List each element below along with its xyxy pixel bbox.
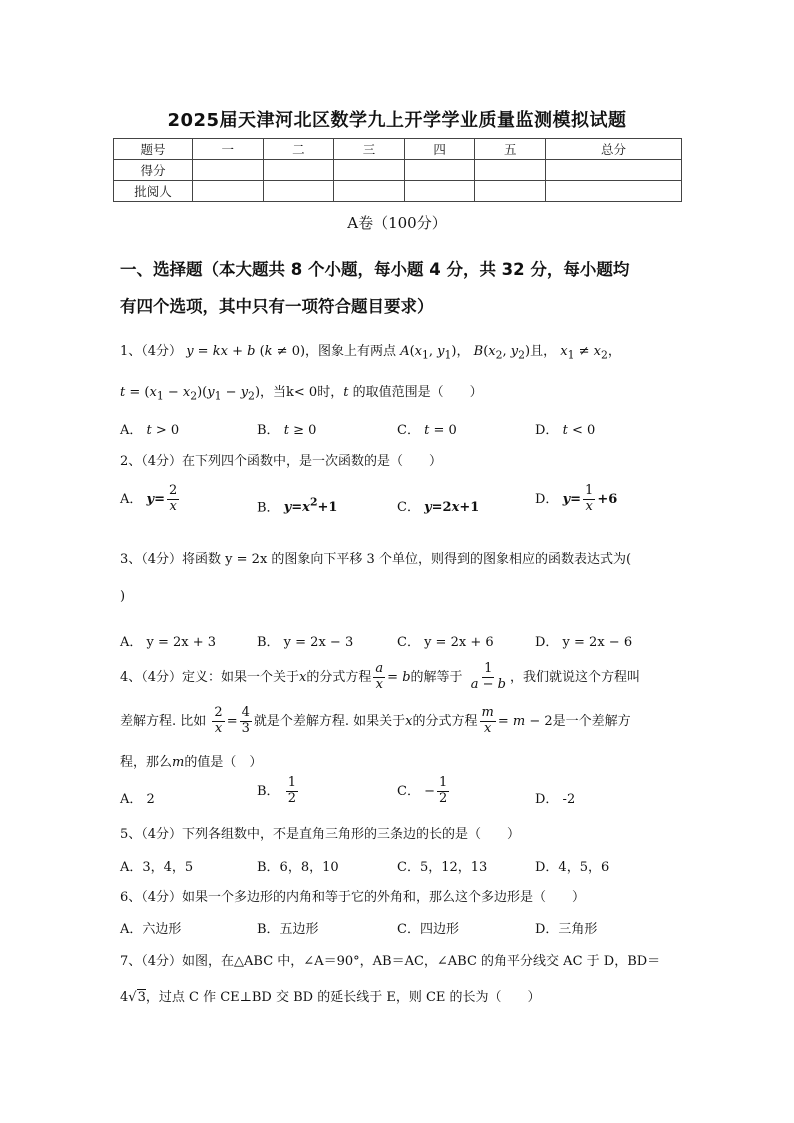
q5-option-c[interactable]: C．5，12，13 — [397, 860, 488, 875]
score-table-cell: 题号 — [114, 139, 193, 160]
q3-option-b[interactable]: B． y = 2x − 3 — [257, 635, 354, 650]
score-cell — [546, 160, 682, 181]
score-table-cell: 五 — [475, 139, 546, 160]
score-cell — [546, 181, 682, 202]
point-a: $A(x_1$, $y_1$) — [400, 344, 457, 362]
q3-option-a[interactable]: A． y = 2x + 3 — [120, 635, 217, 650]
question-5-stem: 5、（4分）下列各组数中，不是直角三角形的三条边的长的是（ ） — [120, 827, 521, 842]
question-7-line-1: 7、（4分）如图，在△ABC 中，∠A＝90°，AB＝AC，∠ABC 的角平分线交 AC 于 D，BD＝ — [120, 954, 661, 969]
section-title: A卷（100分） — [347, 214, 447, 232]
question-3-stem-end: ) — [120, 589, 126, 604]
exam-title: 2025届天津河北区数学九上开学学业质量监测模拟试题 — [167, 110, 627, 131]
q6-option-c[interactable]: C．四边形 — [397, 922, 459, 937]
score-cell — [193, 160, 264, 181]
score-cell — [404, 181, 475, 202]
score-table-row — [114, 181, 682, 202]
score-table-row — [114, 160, 682, 181]
question-1-line-1: 1、（4分） y = kx + b (k ≠ 0)，图象上有两点 $A(x_1$, $y_1$)， $B(x_2$, $y_2$)且， $x_1 \ne x_2$， — [120, 344, 621, 362]
question-4-line-1: 4、（4分）定义：如果一个关于x的分式方程 $\frac{a}{x}$ = b的解等于 $\frac{1}{a - b}$ ，我们就说这个方程叫 — [120, 661, 640, 692]
q4-option-a[interactable]: A． 2 — [120, 792, 155, 807]
question-3-stem: 3、（4分）将函数 y = 2x 的图象向下平移 3 个单位，则得到的图象相应的函数表达式为( — [120, 552, 632, 567]
score-table-cell: 一 — [193, 139, 264, 160]
score-table-row-label: 得分 — [114, 160, 193, 181]
q3-option-d[interactable]: D． y = 2x − 6 — [535, 635, 633, 650]
score-cell — [334, 160, 405, 181]
score-cell — [404, 160, 475, 181]
score-cell — [475, 160, 546, 181]
q2-option-c[interactable]: C． y=2x+1 — [397, 500, 480, 515]
q6-option-b[interactable]: B．五边形 — [257, 922, 319, 937]
score-cell — [263, 160, 334, 181]
point-b: $B(x_2$, $y_2$) — [473, 344, 531, 362]
q1-option-a[interactable]: A． t > 0 — [120, 423, 180, 438]
question-6-stem: 6、（4分）如果一个多边形的内角和等于它的外角和，那么这个多边形是（ ） — [120, 890, 586, 905]
score-table-header-row — [114, 139, 682, 160]
question-4-line-3: 程，那么m的值是（ ） — [120, 755, 263, 770]
question-7-line-2: 4√3，过点 C 作 CE⊥BD 交 BD 的延长线于 E，则 CE 的长为（ ） — [120, 990, 541, 1005]
condition: $x_1 \ne x_2$， — [560, 344, 621, 362]
score-table-row-label: 批阅人 — [114, 181, 193, 202]
sqrt-3: √3 — [128, 990, 146, 1005]
question-1-number: 1、（4分） — [120, 344, 183, 359]
section-heading-line-2: 有四个选项，其中只有一项符合题目要求） — [120, 297, 434, 316]
question-1-line-2: $t = (x_1 - x_2)(y_1 - y_2)$，当k< 0时，t 的取值范围是（ ） — [120, 385, 483, 403]
q6-option-d[interactable]: D．三角形 — [535, 922, 598, 937]
q1-option-c[interactable]: C． t = 0 — [397, 423, 457, 438]
score-table — [113, 138, 682, 202]
q4-option-b[interactable]: B． $\frac{1}{2}$ — [257, 775, 296, 806]
q5-option-d[interactable]: D．4，5，6 — [535, 860, 610, 875]
q5-option-b[interactable]: B．6，8，10 — [257, 860, 339, 875]
score-cell — [193, 181, 264, 202]
q3-option-c[interactable]: C． y = 2x + 6 — [397, 635, 494, 650]
question-1-function: y = kx + b (k ≠ 0) — [186, 344, 306, 359]
score-table-cell: 四 — [404, 139, 475, 160]
score-table-cell: 二 — [263, 139, 334, 160]
score-cell — [475, 181, 546, 202]
score-cell — [263, 181, 334, 202]
q1-option-b[interactable]: B． t ≥ 0 — [257, 423, 317, 438]
score-table-cell: 三 — [334, 139, 405, 160]
score-cell — [334, 181, 405, 202]
question-4-line-2: 差解方程. 比如 $\frac{2}{x}$ = $\frac{4}{3}$ 就是个差解方程. 如果关于x的分式方程 $\frac{m}{x}$ = m − 2是一个差解方 — [120, 705, 631, 736]
q1-option-d[interactable]: D． t < 0 — [535, 423, 596, 438]
t-definition: $t = (x_1 - x_2)(y_1 - y_2)$ — [120, 385, 261, 403]
q5-option-a[interactable]: A．3，4，5 — [120, 860, 194, 875]
q6-option-a[interactable]: A．六边形 — [120, 922, 182, 937]
q2-option-b[interactable]: B． $y=x^2+1$ — [257, 496, 338, 516]
q4-option-d[interactable]: D． -2 — [535, 792, 576, 807]
section-heading-line-1: 一、选择题（本大题共 8 个小题，每小题 4 分，共 32 分，每小题均 — [120, 260, 630, 279]
q2-option-a[interactable]: A． y= $\frac{2}{x}$ — [120, 483, 178, 514]
q4-option-c[interactable]: C． − $\frac{1}{2}$ — [397, 775, 448, 806]
question-2-stem: 2、（4分）在下列四个函数中，是一次函数的是（ ） — [120, 454, 443, 469]
score-table-cell: 总分 — [546, 139, 682, 160]
q2-option-d[interactable]: D． y= $\frac{1}{x}$ +6 — [535, 483, 618, 514]
